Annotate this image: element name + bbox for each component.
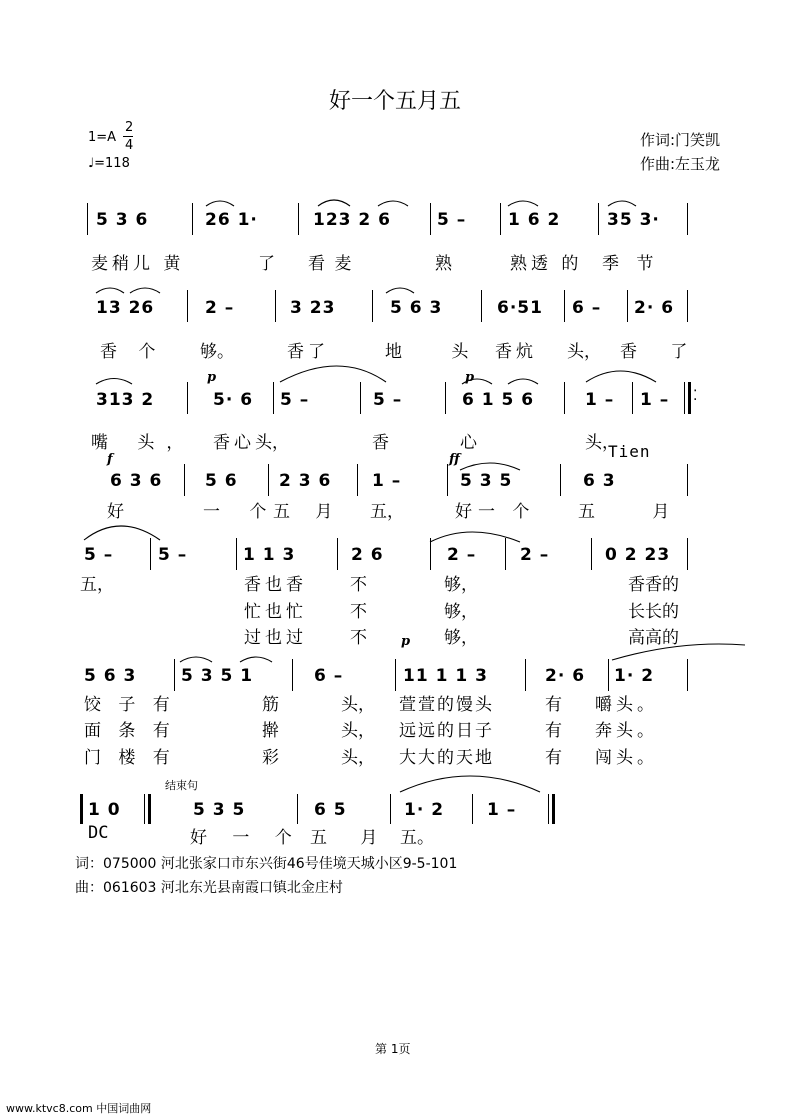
barline	[192, 203, 193, 235]
lyric: 香也香	[244, 575, 307, 595]
slur	[460, 463, 520, 470]
slur	[240, 657, 272, 662]
lyric: 奔头。	[595, 721, 658, 741]
lyric: 好	[107, 502, 124, 522]
lyric: 心	[460, 433, 477, 453]
measure-notes: 6·51	[497, 298, 543, 318]
lyric: 高高的	[628, 628, 679, 648]
slur	[378, 201, 408, 206]
lyric: 季 节	[602, 254, 660, 274]
measure-notes: 5· 6	[213, 390, 254, 410]
barline	[445, 382, 446, 414]
measure-notes: 2 3 6	[279, 471, 332, 491]
measure-notes: 5 3 5 1	[181, 666, 254, 686]
lyric: 熟	[435, 254, 452, 274]
measure-notes: 2 –	[520, 545, 550, 565]
barline	[548, 794, 549, 824]
barline	[430, 203, 431, 235]
lyric: 头，	[341, 748, 375, 768]
lyric: 有	[545, 721, 562, 741]
measure-notes: 13 26	[96, 298, 155, 318]
measure-notes: 1 –	[372, 471, 402, 491]
slur	[586, 371, 656, 382]
barline	[627, 290, 628, 322]
measure-notes: 6 3	[583, 471, 616, 491]
barline	[144, 794, 145, 824]
stray-text: Tien	[608, 442, 651, 461]
lyric: 面 条 有	[84, 721, 176, 741]
lyric: 香香的	[628, 575, 679, 595]
measure-notes: 11 1 1 3	[403, 666, 488, 686]
lyric: 够。	[200, 342, 234, 362]
barline	[525, 659, 526, 691]
barline	[184, 464, 185, 496]
measure-notes: 2 –	[205, 298, 235, 318]
time-signature-bottom: 4	[125, 138, 134, 153]
measure-notes: 5 6 3	[84, 666, 137, 686]
composer-address: 曲：061603 河北东光县南霞口镇北金庄村	[75, 880, 343, 896]
lyric: 饺 子 有	[84, 695, 176, 715]
barline	[591, 538, 592, 570]
barline	[337, 538, 338, 570]
barline	[505, 538, 506, 570]
lyric: 五 月	[273, 502, 343, 522]
barline	[273, 382, 274, 414]
dynamic-mark: ff	[449, 452, 460, 467]
lyricist-credit: 作词:门笑凯	[640, 131, 721, 149]
barline	[395, 659, 396, 691]
measure-notes: 2 –	[447, 545, 477, 565]
measure-notes: 2 6	[351, 545, 384, 565]
lyric: 长长的	[628, 602, 679, 622]
slur	[84, 526, 160, 540]
lyric: 彩	[262, 748, 279, 768]
measure-2-notes: 26 1·	[205, 210, 258, 230]
barline	[150, 538, 151, 570]
tempo-marking: ♩=118	[88, 156, 130, 171]
slur	[508, 201, 538, 206]
final-barline	[552, 794, 555, 824]
slur	[280, 366, 386, 382]
lyric: 头，	[255, 433, 289, 453]
barline	[360, 382, 361, 414]
measure-notes: 313 2	[96, 390, 155, 410]
lyric: 不	[350, 628, 367, 648]
barline	[174, 659, 175, 691]
lyric: 五，	[370, 502, 404, 522]
slur	[508, 379, 538, 384]
page-number: 第 1页	[375, 1042, 411, 1056]
lyric: 嚼头。	[595, 695, 658, 715]
lyric: 头，	[585, 433, 619, 453]
slur	[608, 201, 636, 206]
measure-4-notes: 5 –	[437, 210, 467, 230]
barline	[268, 464, 269, 496]
lyric: 大大的天地	[399, 748, 494, 768]
lyric: 麦稍儿 黄	[91, 254, 185, 274]
barline	[372, 290, 373, 322]
measure-1-notes: 5 3 6	[96, 210, 149, 230]
lyric: 香 了	[620, 342, 702, 362]
barline	[275, 290, 276, 322]
lyric: 五 月	[578, 502, 696, 522]
barline	[687, 290, 688, 322]
lyric: 香了	[287, 342, 329, 362]
ending-label: 结束句	[165, 779, 198, 792]
lyric: 忙也忙	[244, 602, 307, 622]
measure-6-notes: 35 3·	[607, 210, 660, 230]
barline	[564, 290, 565, 322]
lyric: 有	[545, 748, 562, 768]
key-signature: 1=A	[88, 130, 117, 145]
barline	[187, 382, 188, 414]
barline	[390, 794, 391, 824]
repeat-dots: ⁚	[693, 388, 698, 404]
barline	[632, 382, 633, 414]
lyric: 头，	[567, 342, 601, 362]
lyric: 香 个	[100, 342, 164, 362]
slur	[430, 532, 520, 542]
measure-5-notes: 1 6 2	[508, 210, 561, 230]
barline	[292, 659, 293, 691]
barline	[608, 659, 609, 691]
slur	[180, 657, 212, 662]
lyric: 五 月	[310, 828, 392, 848]
dynamic-mark: p	[465, 370, 475, 385]
lyric: 过也过	[244, 628, 307, 648]
barline	[481, 290, 482, 322]
measure-notes: 5 3 5	[193, 800, 246, 820]
measure-notes: 5 –	[158, 545, 188, 565]
lyric: 地 头	[385, 342, 491, 362]
measure-notes: 1 –	[487, 800, 517, 820]
barline	[297, 794, 298, 824]
lyric: 香	[372, 433, 389, 453]
barline	[500, 203, 501, 235]
slur	[130, 288, 160, 293]
lyric: 够，	[444, 575, 478, 595]
measure-notes: 5 –	[280, 390, 310, 410]
lyric: 筋	[262, 695, 279, 715]
barline	[187, 290, 188, 322]
lyric: 有	[545, 695, 562, 715]
barline	[298, 203, 299, 235]
lyric: 不	[350, 602, 367, 622]
dynamic-mark: f	[107, 452, 113, 467]
lyric: 萱萱的馒头	[399, 695, 494, 715]
barline	[687, 659, 688, 691]
slur	[318, 200, 350, 206]
time-signature-line	[123, 136, 133, 137]
measure-notes: 6 –	[572, 298, 602, 318]
lyric: 够，	[444, 602, 478, 622]
barline	[684, 382, 685, 414]
repeat-barline	[688, 382, 691, 414]
barline	[80, 794, 83, 824]
measure-notes: 2· 6	[634, 298, 675, 318]
measure-notes: 2· 6	[545, 666, 586, 686]
slur	[386, 288, 414, 293]
lyric: 闯头。	[595, 748, 658, 768]
barline	[472, 794, 473, 824]
lyric: 一 个	[203, 502, 279, 522]
barline	[687, 464, 688, 496]
measure-notes: 1· 2	[404, 800, 445, 820]
lyric: 够，	[444, 628, 478, 648]
measure-notes: 1· 2	[614, 666, 655, 686]
lyric: 五。	[400, 828, 434, 848]
lyric: 嘴 头，	[91, 433, 196, 453]
slur	[96, 288, 124, 293]
lyric: 不	[350, 575, 367, 595]
measure-notes: 6 5	[314, 800, 347, 820]
lyric: 熟透 的	[510, 254, 583, 274]
slur	[206, 201, 234, 206]
measure-3-notes: 123 2 6	[313, 210, 391, 230]
barline	[687, 203, 688, 235]
repeat-barline	[148, 794, 151, 824]
lyric: 五，	[80, 575, 114, 595]
lyric: DC	[88, 823, 109, 843]
lyric: 好一 个	[455, 502, 536, 522]
lyric: 头，	[341, 721, 375, 741]
barline	[357, 464, 358, 496]
measure-notes: 5 –	[84, 545, 114, 565]
barline	[447, 464, 448, 496]
site-watermark: www.ktvc8.com 中国词曲网	[6, 1102, 152, 1115]
lyric: 看 麦	[308, 254, 354, 274]
measure-notes: 0 2 23	[605, 545, 671, 565]
measure-notes: 5 6	[205, 471, 238, 491]
measure-notes: 6 –	[314, 666, 344, 686]
time-signature-top: 2	[125, 120, 134, 135]
barline	[687, 538, 688, 570]
slur	[96, 379, 132, 385]
lyric: 门 楼 有	[84, 748, 176, 768]
measure-notes: 3 23	[290, 298, 336, 318]
lyric: 好 一 个	[190, 828, 302, 848]
song-title: 好一个五月五	[328, 89, 461, 114]
measure-notes: 5 –	[373, 390, 403, 410]
dynamic-mark: p	[207, 370, 217, 385]
barline	[87, 203, 88, 235]
lyricist-address: 词：075000 河北张家口市东兴街46号佳境天城小区9-5-101	[75, 856, 458, 872]
measure-notes: 5 6 3	[390, 298, 443, 318]
barline	[598, 203, 599, 235]
lyric: 香炕	[495, 342, 537, 362]
measure-notes: 1 –	[585, 390, 615, 410]
measure-notes: 1 –	[640, 390, 670, 410]
barline	[430, 538, 431, 570]
measure-notes: 1 0	[88, 800, 121, 820]
measure-notes: 6 3 6	[110, 471, 163, 491]
measure-notes: 5 3 5	[460, 471, 513, 491]
lyric: 头，	[341, 695, 375, 715]
measure-notes: 6 1 5 6	[462, 390, 535, 410]
barline	[236, 538, 237, 570]
barline	[564, 382, 565, 414]
dynamic-mark: p	[401, 634, 411, 649]
slur	[400, 776, 540, 792]
lyric: 了	[258, 254, 275, 274]
composer-credit: 作曲:左玉龙	[640, 155, 721, 173]
measure-notes: 1 1 3	[243, 545, 296, 565]
lyric: 香心	[213, 433, 255, 453]
lyric: 远远的日子	[399, 721, 494, 741]
lyric: 擀	[262, 721, 279, 741]
barline	[560, 464, 561, 496]
